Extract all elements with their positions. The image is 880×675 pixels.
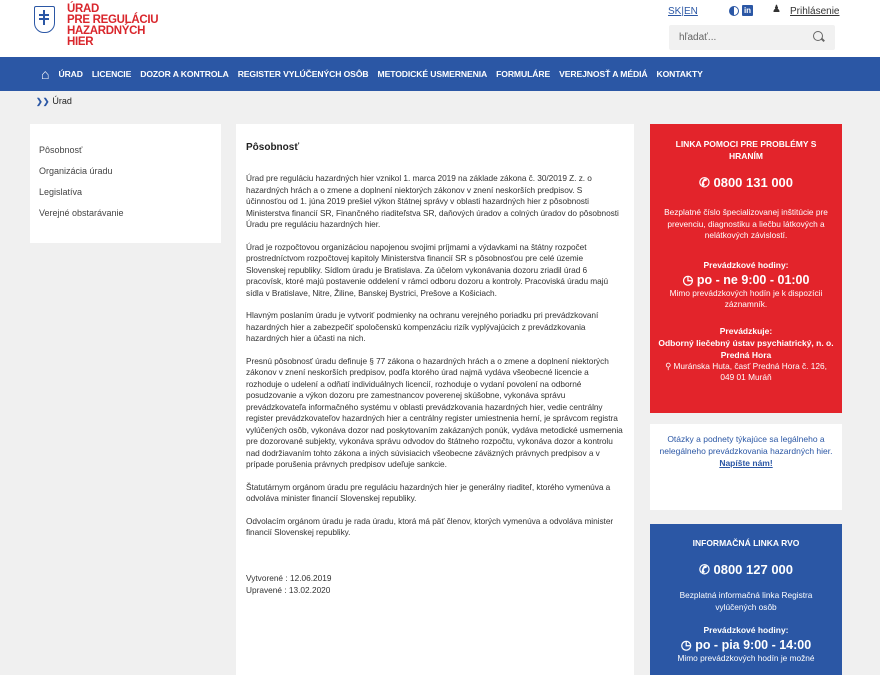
lang-en-link[interactable]: EN [683,6,698,17]
help-hours [658,273,834,288]
operator-address-text: Muránska Huta, časť Predná Hora č. 126, 049 01 Muráň [673,360,827,382]
paragraph-1: Úrad pre reguláciu hazardných hier vznikol 1. marca 2019 na základe zákona č. 30/2019 Z. z. o hazardných hrách a o zmene a doplnení niektorých zákonov v znení neskorších predpisov. S účinnosťou od 1. júna 2019 prešiel výkon štátnej správy v oblasti hazardných hier z pôsobnosti Ministerstva financií SR, Finančného riaditeľstva SR, daňových úradov a colných úradov do pôsobnosti Úradu pre reguláciu hazardných hier. [246,173,619,229]
paragraph-6: Odvolacím orgánom úradu je rada úradu, ktorá má päť členov, ktorých vymenúva a odvoláva minister financií Slovenskej republiky. [246,515,614,537]
phone-icon: ✆ [698,175,714,190]
write-us-link[interactable]: Napíšte nám! [719,458,773,468]
nav-item-formulare[interactable]: FORMULÁRE [496,69,551,79]
created-date: Vytvorené : 12.06.2019 [246,572,332,583]
lang-sk-link[interactable]: SK [668,6,682,17]
contrast-icon[interactable] [729,6,739,16]
language-switch [668,6,698,17]
phone-icon: ✆ [698,562,714,577]
coat-of-arms-icon [34,6,55,33]
paragraph-2: Úrad je rozpočtovou organizáciou napojenou svojimi príjmami a výdavkami na štátny rozpočet prostredníctvom rozpočtovej kapitoly Ministerstva financií SR s pôsobnosťou pre celé územie Slovenskej republiky. Sídlom úradu je Bratislava. Za účelom vykonávania dozoru zriadil úrad 6 pracovísk, ktoré majú postavenie oddelení v rámci odboru dozoru a kontroly. Pracoviská úradu majú sídla v Bratislave, Nitre, Žiline, Banskej Bystrici, Prešove a Košiciach. [246,241,609,298]
help-hours-label: Prevádzkové hodiny: [703,259,789,270]
info-line-number: 0800 127 000 [713,562,794,577]
info-hours-value: po - pia 9:00 - 14:00 [695,638,812,652]
help-hours-note: Mimo prevádzkových hodín je k dispozícii záznamník. [669,287,823,309]
clock-icon: ◷ [680,638,696,652]
logo-line-4: HIER [67,36,94,48]
info-hours-label: Prevádzkové hodiny: [703,625,789,635]
info-line-desc: Bezplatná informačná linka Registra vylúčených osôb [679,590,813,612]
sidebar-item-obstaravanie[interactable]: Verejné obstarávanie [39,208,124,218]
nav-item-usmernenia[interactable]: METODICKÉ USMERNENIA [377,69,488,79]
location-pin-icon: ⚲ [665,360,674,371]
nav-item-dozor[interactable]: DOZOR A KONTROLA [140,69,229,79]
search-icon[interactable] [813,31,823,41]
paragraph-3: Hlavným poslaním úradu je vytvoriť podmienky na ochranu verejného poriadku pri prevádzkovaní hazardných hier a zabezpečiť spoločenskú kompenzáciu rizík vyplývajúcich z prevádzkovania hazardných hier a účasti na nich. [246,310,599,343]
lang-separator: | [681,6,684,17]
home-icon[interactable]: ⌂ [41,66,50,82]
nav-item-licencie[interactable]: LICENCIE [91,69,132,79]
help-line-desc: Bezplatné číslo špecializovanej inštitúcie pre prevenciu, diagnostiku a liečbu látkových a nelátkových závislostí. [664,207,828,240]
breadcrumb-arrow-icon: ❯❯ [36,96,50,106]
logo-line-2: PRE REGULÁCIU [67,14,159,26]
info-line-phone[interactable] [658,562,834,578]
nav-item-urad[interactable]: ÚRAD [58,69,83,79]
site-header [0,0,880,57]
nav-item-kontakty[interactable]: KONTAKTY [656,69,703,79]
paragraph-5: Štatutárnym orgánom úradu pre reguláciu hazardných hier je generálny riaditeľ, ktorého vymenúva a odvoláva minister financií Slovenskej republiky. [246,481,611,503]
main-nav [0,57,880,91]
page-title: Pôsobnosť [246,142,300,153]
nav-item-register[interactable]: REGISTER VYLÚČENÝCH OSÔB [237,69,369,79]
operator-label: Prevádzkuje: [719,325,773,336]
paragraph-4: Presnú pôsobnosť úradu definuje § 77 zákona o hazardných hrách a o zmene a doplnení niektorých zákonov v znení neskorších predpisov, podľa ktorého úrad najmä vydáva všeobecné licencie a rozhoduje o udelení a odňatí individuálnych licencií, rozhoduje o vydaní povolení na odborné posudzovanie a výkon dozoru pre zamestnancov poverenej skúšobne, vykonáva správu prevádzkovateľa informačného systému v oblasti prevádzkovania hazardných hier, vedie centrálny register prevádzkovateľov hazardných hier a centrálny register umiestnenia herní, je správcom registra vylúčených osôb, vykonáva dozor nad poskytovaním zakázaných ponúk, vydáva metodické usmernenia pre dozorované subjekty, vykonáva správu odvodov do štátneho rozpočtu, vykonáva dozor a kontrolu nad dodržiavaním tohto zákona a iných súvisiacich všeobecne záväzných právnych predpisov a v prípade porušenia právnych predpisov udeľuje sankcie. [246,355,623,469]
help-line-title: LINKA POMOCI PRE PROBLÉMY S HRANÍM [675,139,817,161]
sidebar-item-legislativa[interactable]: Legislatíva [39,187,83,197]
breadcrumb [36,96,72,106]
linkedin-icon[interactable]: in [743,6,752,15]
clock-icon: ◷ [682,272,697,287]
info-hours [658,638,834,653]
site-logo[interactable] [34,4,158,48]
page-meta [246,572,624,596]
operator-address [658,361,834,384]
help-line-box [650,124,842,413]
logo-text [67,4,158,48]
nav-item-verejnost[interactable]: VEREJNOSŤ A MÉDIÁ [559,69,648,79]
user-icon: ♟ [772,4,781,15]
help-hours-value: po - ne 9:00 - 01:00 [696,272,810,287]
question-box [650,424,842,510]
question-text: Otázky a podnety týkajúce sa legálneho a nelegálneho prevádzkovania hazardných hier. [659,434,833,456]
info-line-title: INFORMAČNÁ LINKA RVO [692,538,800,548]
info-line-box [650,524,842,675]
help-line-phone[interactable] [658,175,834,191]
updated-date: Upravené : 13.02.2020 [246,584,331,595]
operator-name: Odborný liečebný ústav psychiatrický, n. o. Predná Hora [658,337,834,360]
help-line-number: 0800 131 000 [713,175,794,190]
login-link[interactable]: Prihlásenie [790,6,840,17]
logo-line-1: ÚRAD [67,3,100,15]
sidebar-menu [30,124,221,243]
breadcrumb-item[interactable]: Úrad [52,96,72,106]
logo-line-3: HAZARDNÝCH [67,25,146,37]
search-input[interactable] [669,25,835,50]
sidebar-item-posobnost[interactable]: Pôsobnosť [39,145,83,155]
sidebar-item-organizacia[interactable]: Organizácia úradu [39,166,113,176]
main-content [236,124,634,675]
info-hours-note: Mimo prevádzkových hodín je možné [677,653,815,663]
